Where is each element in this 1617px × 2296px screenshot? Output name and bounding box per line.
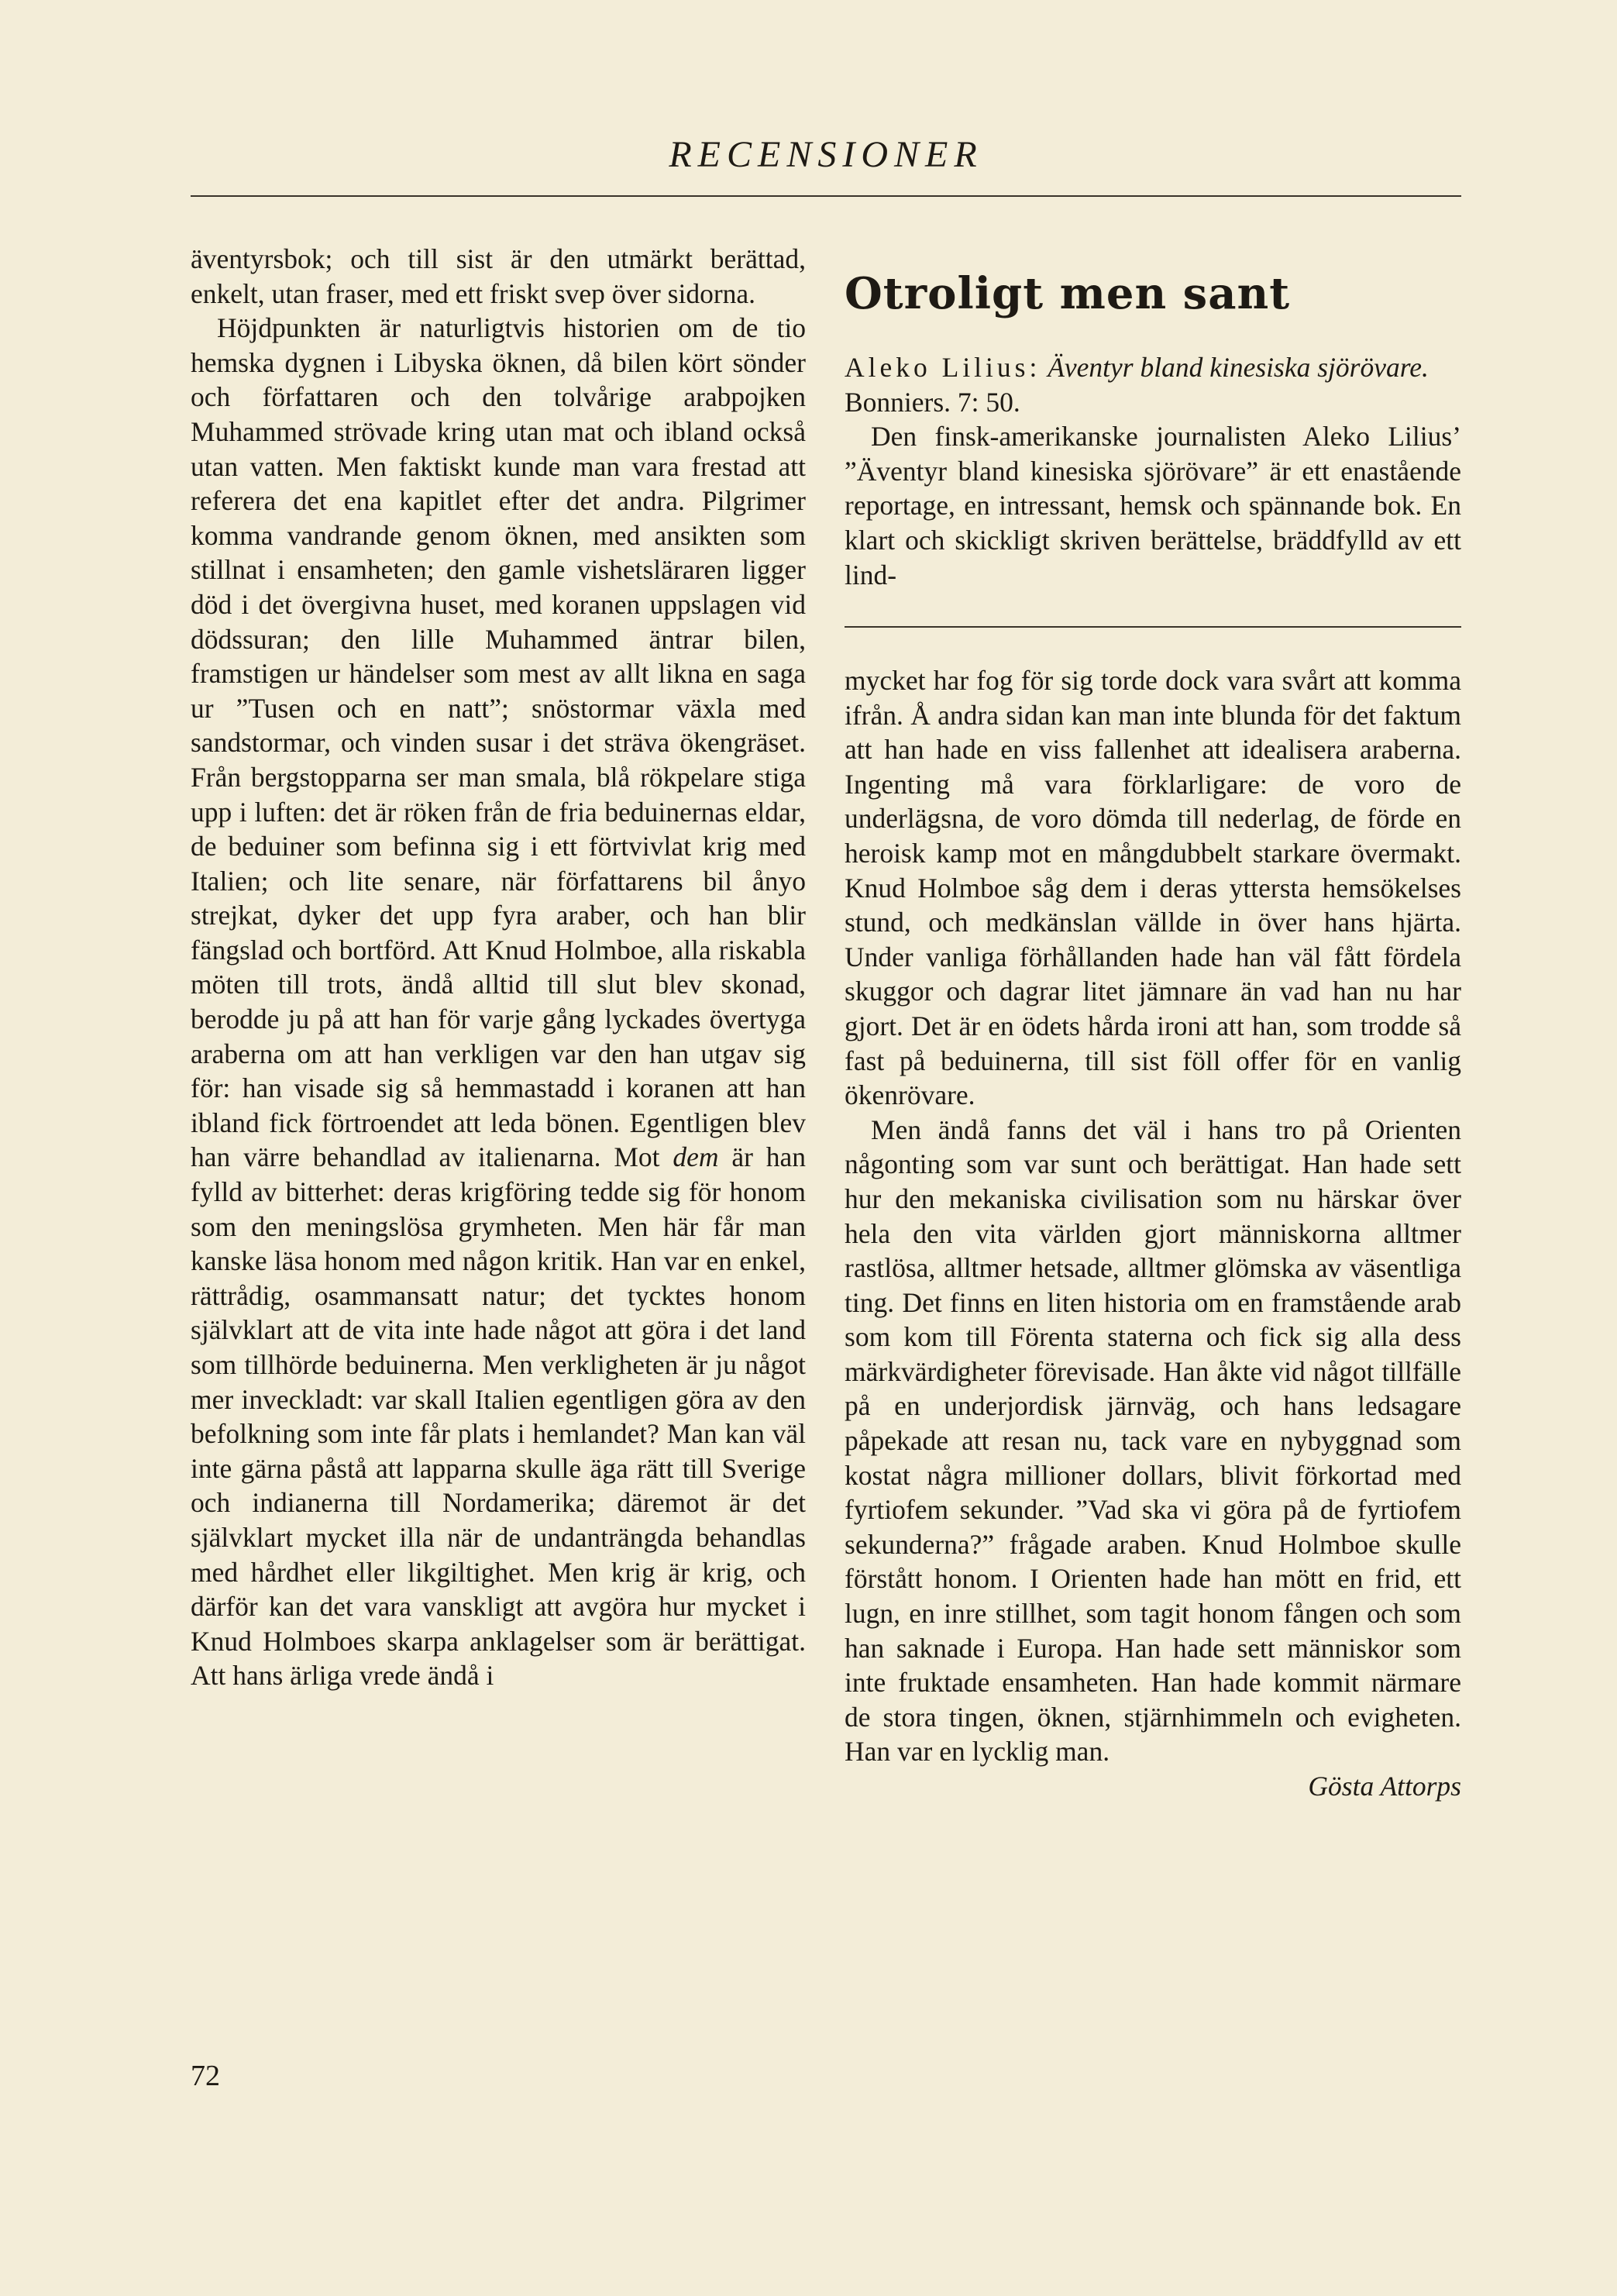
- page-number: 72: [191, 2060, 220, 2092]
- left-paragraph-main-text: Höjdpunkten är naturligtvis historien om de tio hemska dygnen i Libyska öknen, då bilen kört sönder och författaren och den tolvårige arabpojken Muhammed strövade kring utan mat och ibland också utan vatten. Men faktiskt kunde man vara frestad att referera det ena kapitlet efter det andra. Pilgrimer komma vandrande genom öknen, med ansikten som stillnat i ensamheten; den gamle vishetsläraren ligger död i det övergivna huset, med koranen uppslagen vid dödssuran; den lille Muhammed äntrar bilen, framstigen ur händelser som mest av allt likna en saga ur ”Tusen och en natt”; snöstormar växla med sandstormar, och vinden susar i det sträva ökengräset. Från bergstopparna ser man smala, blå rökpelare stiga upp i luften: det är röken från de fria beduinernas eldar, de beduiner som befinna sig i ett förtvivlat krig med Italien; och lite senare, när författarens bil ånyo strejkat, dyker det upp fyra araber, och han blir fängslad och bortförd. Att Knud Holmboe, alla riskabla möten till trots, ändå alltid till slut blev skonad, berodde ju på att han för varje gång lyckades övertyga araberna om att han verkligen var den han utgav sig för: han visade sig så hemmastadd i koranen att han ibland fick förtroendet att leda bönen. Egentligen blev han värre behandlad av italienarna. Mot: [191, 312, 806, 1173]
- citation-publisher: Bonniers. 7: 50.: [845, 386, 1020, 418]
- column-rule: [845, 626, 1461, 628]
- reviewer-signature: Gösta Attorps: [1308, 1771, 1461, 1802]
- header-rule: [191, 195, 1461, 197]
- left-column: [191, 242, 806, 1693]
- citation-book-title: Äventyr bland kinesiska sjörövare.: [1048, 352, 1429, 383]
- book-citation: [845, 350, 1461, 419]
- right-paragraph-1: mycket har fog för sig torde dock vara svårt att komma ifrån. Å andra sidan kan man inte blunda för det faktum att han hade en viss fallenhet att idealisera araberna. Ingenting må vara förklarligare: de voro de underlägsna, de voro dömda till nederlag, de förde en heroisk kamp mot en mångdubbelt starkare övermakt. Knud Holmboe såg dem i deras yttersta hemsökelses stund, och medkänslan vällde in över hans hjärta. Under vanliga förhållanden hade han väl fått fördela skuggor och dagrar litet jämnare än vad han nu har gjort. Det är en ödets hårda ironi att han, som trodde så fast på beduinerna, till sist föll offer för en vanlig ökenrövare.: [845, 665, 1461, 1111]
- review-intro-paragraph: Den finsk-amerikanske journalisten Aleko Lilius’ ”Äventyr bland kinesiska sjörövare” är ett enastående reportage, en intressant, hemsk och spännande bok. En klart och skickligt skriven berättelse, bräddfylld av ett lind-: [845, 421, 1461, 590]
- left-paragraph-continuation: äventyrsbok; och till sist är den utmärkt berättad, enkelt, utan fraser, med ett friskt svep över sidorna.: [191, 243, 806, 309]
- left-paragraph-main-text-end: är han fylld av bitterhet: deras krigföring tedde sig för honom som den meningslösa grymheten. Men här får man kanske läsa honom med någon kritik. Han var en enkel, rättrådig, osammansatt natur; det tycktes honom självklart att de vita inte hade något att göra i det land som tillhörde beduinerna. Men verkligheten är ju något mer inveckladt: var skall Italien egentligen göra av den befolkning som inte får plats i hemlandet? Man kan väl inte gärna påstå att lapparna skulle äga rätt till Sverige och indianerna till Nordamerika; däremot är det självklart mycket illa när de undanträngda behandlas med hårdhet eller likgiltighet. Men krig är krig, och därför kan det vara vanskligt att avgöra hur mycket i Knud Holmboes skarpa anklagelser som är berättigat. Att hans ärliga vrede ändå i: [191, 1141, 807, 1692]
- right-paragraph-2: Men ändå fanns det väl i hans tro på Orienten någonting som var sunt och berättigat. Han hade sett hur den mekaniska civilisation som nu härskar över hela den vita världen gjort människorna alltmer rastlösa, alltmer hetsade, alltmer glömska av väsentliga ting. Det finns en liten historia om en framstående arab som kom till Förenta staterna och fick sig alla dess märkvärdigheter förevisade. Han åkte vid något tillfälle på en underjordisk järnväg, och hans ledsagare påpekade att resan nu, tack vare en nybyggnad som kostat några millioner dollars, blivit förkortad med fyrtiofem sekunder. ”Vad ska vi göra på de fyrtiofem sekunderna?” frågade araben. Knud Holmboe skulle förstått honom. I Orienten hade han mött en frid, ett lugn, en inre stillhet, som tagit honom fången och som han saknade i Europa. Han hade sett människor som inte fruktade ensamheten. Han hade kommit närmare de stora tingen, öknen, stjärnhimmeln och evigheten. Han var en lycklig man.: [845, 1114, 1461, 1768]
- italic-word: dem: [673, 1141, 719, 1173]
- review-header-block: [845, 267, 1461, 592]
- review-title: Otroligt men sant: [845, 268, 1291, 319]
- citation-author: Aleko Lilius:: [845, 352, 1041, 383]
- running-head: RECENSIONER: [669, 134, 983, 175]
- left-paragraph-main: [191, 311, 806, 1693]
- right-column-continuation: [845, 663, 1461, 1804]
